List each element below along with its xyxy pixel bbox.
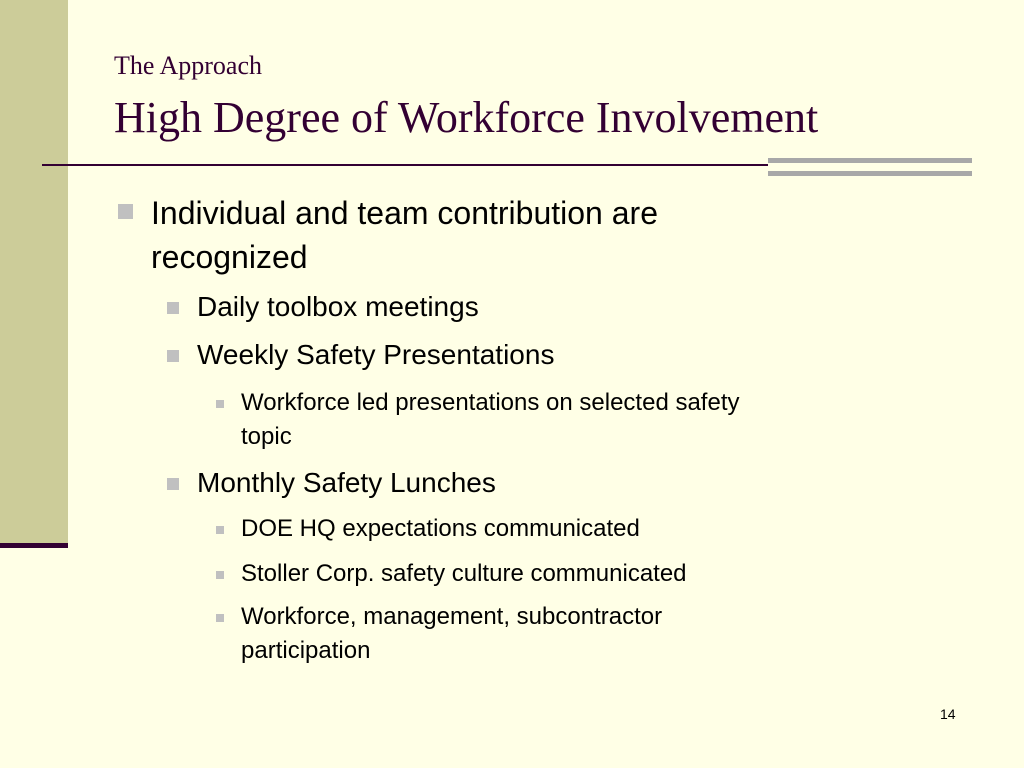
square-bullet-icon bbox=[167, 350, 179, 362]
square-bullet-icon bbox=[118, 204, 133, 219]
bullet-text-line: Workforce, management, subcontractor bbox=[241, 603, 663, 630]
slide-subtitle: The Approach bbox=[114, 51, 263, 80]
square-bullet-icon bbox=[167, 478, 179, 490]
bullet-text-line: Monthly Safety Lunches bbox=[197, 467, 496, 498]
bullet-text-line: Weekly Safety Presentations bbox=[197, 339, 555, 370]
bullet-text-line: participation bbox=[241, 637, 371, 664]
bullet-text-line: Individual and team contribution are bbox=[151, 195, 658, 231]
square-bullet-icon bbox=[216, 526, 224, 534]
square-bullet-icon bbox=[216, 400, 224, 408]
bullet-text-line: Stoller Corp. safety culture communicated bbox=[241, 560, 687, 587]
slide-title: High Degree of Workforce Involvement bbox=[114, 93, 819, 142]
bullet-text-line: recognized bbox=[151, 239, 308, 275]
square-bullet-icon bbox=[216, 571, 224, 579]
bullet-text-line: Daily toolbox meetings bbox=[197, 291, 479, 322]
square-bullet-icon bbox=[216, 614, 224, 622]
bullet-text-line: DOE HQ expectations communicated bbox=[241, 515, 640, 542]
bullet-text-line: Workforce led presentations on selected safety bbox=[241, 389, 740, 416]
bullet-text-line: topic bbox=[241, 423, 292, 450]
slide-number: 14 bbox=[940, 706, 956, 722]
square-bullet-icon bbox=[167, 302, 179, 314]
